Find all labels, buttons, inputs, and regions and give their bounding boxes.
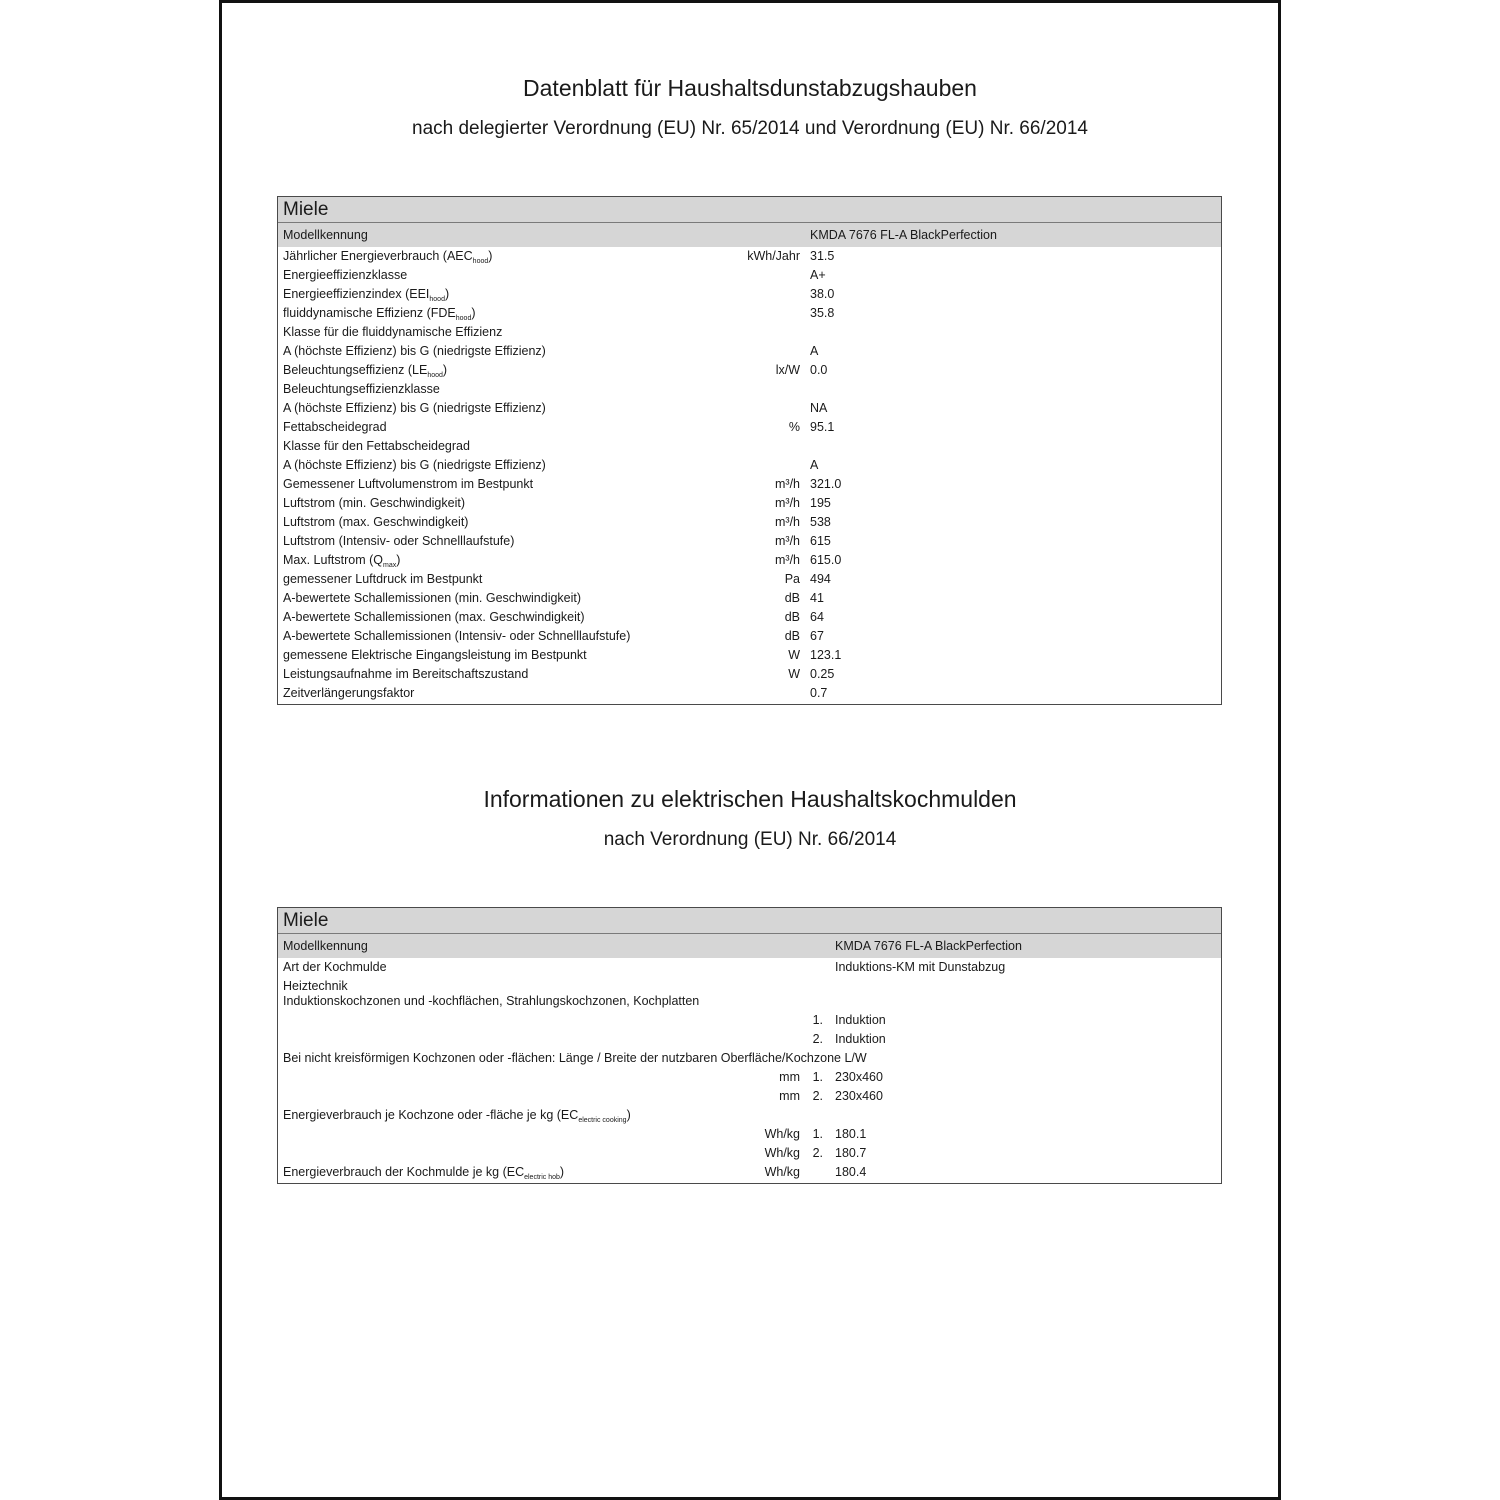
row-value: 0.7	[810, 686, 828, 700]
table-row	[278, 494, 1221, 513]
table-row	[278, 399, 1221, 418]
table-row	[278, 646, 1221, 665]
row-label-text: A-bewertete Schallemissionen (min. Geschwindigkeit)	[283, 591, 582, 605]
row-label	[283, 513, 468, 532]
row-zone-number: 1.	[812, 1070, 823, 1084]
row-value: 195	[810, 496, 831, 510]
row-unit: dB	[784, 610, 800, 624]
row-label-text: Klasse für den Fettabscheidegrad	[283, 439, 470, 453]
row-label	[283, 380, 440, 399]
row-value: 615.0	[810, 553, 842, 567]
model-label: Modellkennung	[283, 228, 368, 242]
row-unit: m³/h	[775, 534, 800, 548]
row-label	[283, 304, 476, 323]
row-label-tail: )	[559, 1165, 565, 1179]
row-label-text: Energieverbrauch der Kochmulde je kg (EC	[283, 1165, 525, 1179]
row-zone-number: 1.	[812, 1127, 823, 1141]
table-row	[278, 589, 1221, 608]
row-unit: Wh/kg	[764, 1146, 800, 1160]
row-unit: m³/h	[775, 553, 800, 567]
row-label-text: Leistungsaufnahme im Bereitschaftszustand	[283, 667, 529, 681]
row-unit: W	[788, 667, 800, 681]
row-unit: dB	[784, 629, 800, 643]
range-hood-table	[277, 196, 1222, 705]
hob-table	[277, 907, 1222, 1184]
row-label	[283, 532, 514, 551]
page-title: Datenblatt für Haushaltsdunstabzugshauben	[523, 75, 977, 101]
table-row	[278, 1163, 1221, 1182]
row-value: 95.1	[810, 420, 835, 434]
row-label-subscript: hood	[429, 296, 445, 303]
table-row	[278, 1087, 1221, 1106]
table-rows	[278, 958, 1221, 1183]
table-row	[278, 532, 1221, 551]
row-unit: dB	[784, 591, 800, 605]
row-unit: m³/h	[775, 477, 800, 491]
row-value: 230x460	[835, 1089, 883, 1103]
row-value: NA	[810, 401, 828, 415]
table-row	[278, 456, 1221, 475]
row-unit: W	[788, 648, 800, 662]
row-label	[283, 570, 482, 589]
table-row	[278, 285, 1221, 304]
table-row	[278, 475, 1221, 494]
table-rows	[278, 247, 1221, 704]
section-title: Informationen zu elektrischen Haushaltskochmulden	[483, 786, 1017, 812]
row-label	[283, 551, 400, 570]
row-label-tail: )	[488, 249, 493, 263]
row-label	[283, 589, 581, 608]
row-value: 123.1	[810, 648, 842, 662]
row-label-subscript: electric cooking	[578, 1117, 627, 1124]
row-label-text: A (höchste Effizienz) bis G (niedrigste Effizienz)	[283, 458, 546, 472]
row-value: 64	[810, 610, 824, 624]
row-label	[283, 992, 699, 1011]
row-value: 180.1	[835, 1127, 867, 1141]
row-value: 180.7	[835, 1146, 867, 1160]
row-label	[283, 958, 387, 977]
row-value: A	[810, 458, 819, 472]
row-unit: Wh/kg	[764, 1127, 800, 1141]
row-value: 31.5	[810, 249, 835, 263]
row-label-subscript: hood	[455, 315, 472, 322]
table-row	[278, 1011, 1221, 1030]
row-value: 321.0	[810, 477, 842, 491]
row-unit: m³/h	[775, 515, 800, 529]
row-value: Induktion	[835, 1013, 886, 1027]
model-value: KMDA 7676 FL-A BlackPerfection	[810, 228, 997, 242]
row-label-text: Max. Luftstrom (Q	[283, 553, 384, 567]
row-label-tail: )	[444, 287, 450, 301]
row-label	[283, 266, 407, 285]
table-row	[278, 342, 1221, 361]
row-zone-number: 2.	[812, 1032, 823, 1046]
model-value: KMDA 7676 FL-A BlackPerfection	[835, 939, 1022, 953]
row-label-text: gemessener Luftdruck im Bestpunkt	[283, 572, 483, 586]
row-label-text: Gemessener Luftvolumenstrom im Bestpunkt	[283, 477, 534, 491]
row-unit: %	[788, 420, 800, 434]
table-row	[278, 1030, 1221, 1049]
table-row	[278, 437, 1221, 456]
row-label	[283, 456, 546, 475]
row-label-text: Zeitverlängerungsfaktor	[283, 686, 415, 700]
row-label-subscript: electric hob	[524, 1174, 560, 1181]
row-unit: kWh/Jahr	[747, 249, 800, 263]
table-row	[278, 380, 1221, 399]
row-label	[283, 665, 528, 684]
row-unit: m³/h	[775, 496, 800, 510]
row-label-subscript: hood	[472, 258, 489, 265]
row-zone-number: 1.	[812, 1013, 823, 1027]
row-value: 538	[810, 515, 831, 529]
row-label	[283, 627, 630, 646]
row-label-subscript: max	[383, 562, 397, 569]
row-value: 230x460	[835, 1070, 883, 1084]
row-label-tail: )	[396, 553, 401, 567]
row-unit: lx/W	[775, 363, 800, 377]
row-unit: mm	[779, 1089, 800, 1103]
row-value: 67	[810, 629, 824, 643]
row-label-text: A-bewertete Schallemissionen (Intensiv- oder Schnelllaufstufe)	[283, 629, 631, 643]
row-label-text: Jährlicher Energieverbrauch (AEC	[283, 249, 473, 263]
table-row	[278, 570, 1221, 589]
row-label-text: A-bewertete Schallemissionen (max. Geschwindigkeit)	[283, 610, 585, 624]
row-label	[283, 285, 449, 304]
model-row	[278, 934, 1221, 958]
table-row	[278, 1068, 1221, 1087]
row-value: A	[810, 344, 819, 358]
row-label-text: Heiztechnik	[283, 979, 348, 993]
row-value: 615	[810, 534, 831, 548]
row-label-text: Luftstrom (min. Geschwindigkeit)	[283, 496, 466, 510]
row-label	[283, 437, 470, 456]
brand-header: Miele	[278, 908, 1221, 934]
row-label-text: Klasse für die fluiddynamische Effizienz	[283, 325, 503, 339]
row-label	[283, 361, 447, 380]
row-zone-number: 2.	[812, 1146, 823, 1160]
row-label	[283, 475, 533, 494]
row-label-subscript: hood	[427, 372, 443, 379]
table-row	[278, 361, 1221, 380]
page-subtitle: nach delegierter Verordnung (EU) Nr. 65/2014 und Verordnung (EU) Nr. 66/2014	[412, 118, 1088, 139]
row-unit: Wh/kg	[764, 1165, 800, 1179]
row-label	[283, 323, 502, 342]
row-label-text: Luftstrom (max. Geschwindigkeit)	[283, 515, 469, 529]
model-row	[278, 223, 1221, 247]
row-label	[283, 608, 585, 627]
table-row	[278, 608, 1221, 627]
row-label	[283, 399, 546, 418]
row-label-tail: )	[471, 306, 476, 320]
row-label-text: Energieeffizienzklasse	[283, 268, 408, 282]
table-row	[278, 977, 1221, 992]
table-row	[278, 247, 1221, 266]
table-row	[278, 266, 1221, 285]
row-label	[283, 494, 465, 513]
row-value: 180.4	[835, 1165, 867, 1179]
row-value: 38.0	[810, 287, 835, 301]
table-row	[278, 323, 1221, 342]
table-row	[278, 684, 1221, 703]
row-label-text: Induktionskochzonen und -kochflächen, Strahlungskochzonen, Kochplatten	[283, 994, 700, 1008]
row-value: 494	[810, 572, 831, 586]
row-value: 0.0	[810, 363, 828, 377]
row-value: 0.25	[810, 667, 835, 681]
row-label-text: gemessene Elektrische Eingangsleistung im Bestpunkt	[283, 648, 587, 662]
row-label	[283, 1106, 631, 1125]
row-value: 35.8	[810, 306, 835, 320]
row-label-text: Energieeffizienzindex (EEI	[283, 287, 430, 301]
row-label-text: Fettabscheidegrad	[283, 420, 387, 434]
row-label-tail: )	[626, 1108, 631, 1122]
row-label-text: Beleuchtungseffizienz (LE	[283, 363, 428, 377]
row-label-text: Energieverbrauch je Kochzone oder -fläche je kg (EC	[283, 1108, 579, 1122]
brand-header: Miele	[278, 197, 1221, 223]
row-label-tail: )	[442, 363, 448, 377]
row-unit: Pa	[784, 572, 800, 586]
row-label-text: Art der Kochmulde	[283, 960, 387, 974]
table-row	[278, 627, 1221, 646]
row-label-text: fluiddynamische Effizienz (FDE	[283, 306, 456, 320]
row-label	[283, 247, 492, 266]
row-label	[283, 1163, 564, 1182]
row-value: 41	[810, 591, 824, 605]
table-row	[278, 551, 1221, 570]
row-value: Induktions-KM mit Dunstabzug	[835, 960, 1006, 974]
section-subtitle: nach Verordnung (EU) Nr. 66/2014	[603, 829, 897, 850]
table-row	[278, 1049, 1221, 1068]
row-label-text: A (höchste Effizienz) bis G (niedrigste Effizienz)	[283, 401, 546, 415]
table-row	[278, 992, 1221, 1011]
table-row	[278, 304, 1221, 323]
row-unit: mm	[779, 1070, 800, 1084]
table-row	[278, 418, 1221, 437]
table-row	[278, 1144, 1221, 1163]
row-label-text: Beleuchtungseffizienzklasse	[283, 382, 440, 396]
row-label	[283, 1049, 867, 1068]
row-zone-number: 2.	[812, 1089, 823, 1103]
row-value: A+	[810, 268, 826, 282]
table-row	[278, 958, 1221, 977]
model-label: Modellkennung	[283, 939, 368, 953]
table-row	[278, 665, 1221, 684]
row-label	[283, 342, 546, 361]
row-label	[283, 646, 587, 665]
table-row	[278, 1125, 1221, 1144]
row-label	[283, 684, 414, 703]
row-value: Induktion	[835, 1032, 886, 1046]
row-label-text: Bei nicht kreisförmigen Kochzonen oder -flächen: Länge / Breite der nutzbaren Oberfläche/Kochzone L/W	[283, 1051, 867, 1065]
row-label-text: A (höchste Effizienz) bis G (niedrigste Effizienz)	[283, 344, 546, 358]
row-label	[283, 418, 387, 437]
table-row	[278, 513, 1221, 532]
table-row	[278, 1106, 1221, 1125]
row-label-text: Luftstrom (Intensiv- oder Schnelllaufstufe)	[283, 534, 515, 548]
